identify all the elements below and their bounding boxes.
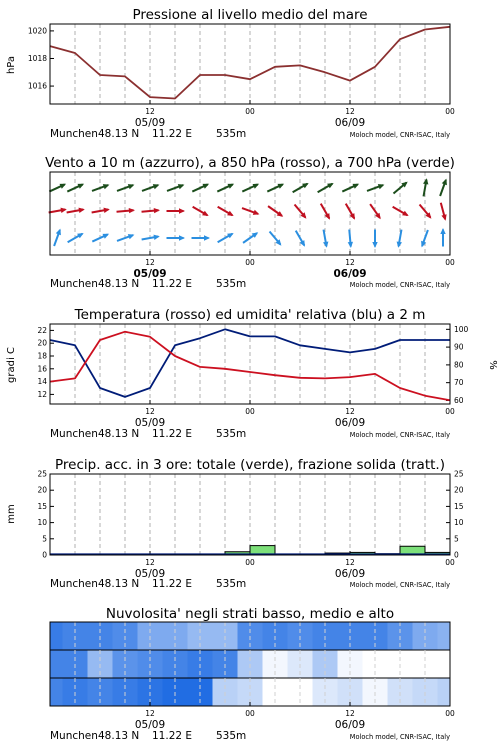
wind-arrowhead — [253, 210, 260, 215]
cloud-cell-medio — [438, 650, 451, 678]
pressure-title: Pressione al livello medio del mare — [132, 7, 368, 23]
x-tick-label: 00 — [445, 258, 455, 267]
precipitation-ylabel: mm — [6, 504, 17, 524]
wind-arrowhead — [56, 229, 61, 236]
humidity-ylabel: % — [487, 360, 498, 370]
wind-barb-700 — [167, 184, 184, 191]
wind-footer — [50, 278, 450, 290]
model-credit: Moloch model, CNR-ISAC, Italy — [349, 733, 450, 741]
wind-barb-700 — [342, 184, 359, 192]
wind-barb-700 — [67, 184, 84, 192]
model-credit: Moloch model, CNR-ISAC, Italy — [349, 131, 450, 139]
model-credit: Moloch model, CNR-ISAC, Italy — [349, 581, 450, 589]
y2-tick-label: 0 — [454, 550, 459, 560]
precipitation-panel — [6, 457, 464, 590]
y-tick-label: 16 — [37, 364, 47, 374]
pressure-ylabel: hPa — [6, 55, 17, 75]
date-label: 05/09 — [133, 268, 167, 280]
wind-arrowhead — [179, 235, 185, 240]
wind-arrowhead — [204, 235, 210, 240]
location-lon: 11.22 E — [152, 578, 193, 590]
wind-barb-10m — [167, 235, 186, 240]
x-tick-label: 00 — [445, 558, 455, 567]
y-tick-label: 14 — [37, 377, 47, 387]
x-tick-label: 00 — [245, 558, 255, 567]
location-name: Munchen — [50, 578, 98, 590]
location-name: Munchen — [50, 128, 98, 140]
wind-barb-10m — [142, 235, 160, 240]
date-label: 05/09 — [134, 568, 166, 580]
x-tick-label: 12 — [345, 107, 355, 116]
date-label: 06/09 — [334, 417, 366, 429]
wind-arrowhead — [441, 214, 446, 221]
wind-arrowhead — [129, 208, 135, 213]
location-lat: 48.13 N — [98, 278, 140, 290]
precipitation-plot — [50, 546, 450, 555]
wind-barb-700 — [293, 183, 309, 192]
wind-barb-850 — [441, 203, 447, 221]
location-lon: 11.22 E — [152, 278, 193, 290]
location-alt: 535m — [216, 128, 247, 140]
cloud-panel — [50, 606, 455, 742]
location-lat: 48.13 N — [98, 428, 140, 440]
wind-barb-10m — [92, 234, 109, 242]
cloud-cell-basso — [50, 678, 63, 706]
location-alt: 535m — [216, 428, 247, 440]
wind-barb-10m — [243, 232, 258, 243]
x-tick-label: 00 — [445, 407, 455, 416]
y2-tick-label: 15 — [454, 501, 464, 511]
cloud-footer — [50, 730, 450, 742]
wind-arrowhead — [178, 184, 185, 189]
x-tick-label: 12 — [345, 709, 355, 718]
wind-arrowhead — [154, 235, 160, 240]
x-tick-label: 12 — [345, 558, 355, 567]
y2-tick-label: 10 — [454, 518, 464, 528]
wind-barb-850 — [92, 208, 110, 213]
wind-arrowhead — [179, 208, 185, 213]
wind-arrowhead — [61, 208, 67, 213]
wind-barb-10m — [218, 233, 234, 242]
wind-barb-700 — [49, 184, 66, 192]
y-tick-label: 22 — [37, 325, 47, 335]
y-tick-label: 15 — [37, 501, 47, 511]
wind-barb-10m — [192, 235, 211, 240]
pressure-frame — [50, 24, 450, 104]
date-label: 05/09 — [134, 417, 166, 429]
y-tick-label: 10 — [37, 518, 47, 528]
y-tick-label: 0 — [42, 550, 47, 560]
wind-arrowhead — [323, 242, 328, 248]
wind-barb-700 — [117, 184, 134, 191]
pressure-panel — [6, 7, 455, 140]
y-tick-label: 20 — [37, 485, 47, 495]
precipitation-title: Precip. acc. in 3 ore: totale (verde), frazione solida (tratt.) — [55, 457, 445, 473]
x-tick-label: 00 — [245, 107, 255, 116]
model-credit: Moloch model, CNR-ISAC, Italy — [349, 431, 450, 439]
cloud-cell-basso — [438, 678, 451, 706]
cloud-cell-alto — [438, 622, 451, 650]
location-alt: 535m — [216, 278, 247, 290]
date-label: 06/09 — [334, 719, 366, 731]
temperature-y-axis — [37, 326, 54, 399]
date-label: 05/09 — [134, 719, 166, 731]
location-name: Munchen — [50, 278, 98, 290]
y2-tick-label: 80 — [454, 360, 464, 370]
wind-barb-10m — [372, 230, 377, 249]
wind-barb-850 — [142, 208, 160, 213]
pressure-footer — [50, 128, 450, 140]
wind-arrowhead — [397, 242, 402, 248]
wind-barb-850 — [49, 208, 67, 213]
precipitation-y-axis — [37, 470, 54, 560]
location-lon: 11.22 E — [152, 428, 193, 440]
wind-barb-850 — [393, 207, 409, 216]
y-tick-label: 20 — [37, 338, 47, 348]
location-lon: 11.22 E — [152, 128, 193, 140]
x-tick-label: 12 — [345, 258, 355, 267]
precipitation-y2-axis — [446, 470, 464, 560]
y2-tick-label: 60 — [454, 395, 464, 405]
y-tick-label: 1020 — [27, 26, 47, 36]
wind-barb-10m — [117, 234, 134, 241]
wind-barb-700 — [267, 184, 284, 192]
y-tick-label: 1018 — [27, 53, 47, 63]
wind-plot — [49, 178, 447, 248]
date-label: 06/09 — [333, 268, 367, 280]
wind-barb-850 — [167, 208, 186, 213]
wind-panel — [45, 155, 455, 290]
location-alt: 535m — [216, 730, 247, 742]
wind-barb-10m — [54, 229, 61, 246]
precipitation-frame — [50, 474, 450, 555]
wind-barb-850 — [193, 207, 209, 216]
wind-title: Vento a 10 m (azzurro), a 850 hPa (rosso), a 700 hPa (verde) — [45, 155, 455, 171]
y2-tick-label: 90 — [454, 342, 464, 352]
y2-tick-label: 70 — [454, 378, 464, 388]
y-tick-label: 1016 — [27, 81, 47, 91]
wind-barb-700 — [367, 184, 384, 191]
wind-arrowhead — [103, 184, 110, 189]
date-label: 06/09 — [334, 117, 366, 129]
y-tick-label: 18 — [37, 351, 47, 361]
y2-tick-label: 100 — [454, 324, 469, 334]
wind-barb-700 — [92, 184, 109, 191]
x-tick-label: 00 — [445, 107, 455, 116]
wind-arrowhead — [348, 242, 353, 248]
x-tick-label: 12 — [145, 258, 155, 267]
x-tick-label: 12 — [145, 709, 155, 718]
wind-arrowhead — [153, 184, 160, 189]
wind-barb-10m — [440, 228, 445, 247]
y-tick-label: 25 — [37, 469, 47, 479]
wind-arrowhead — [104, 208, 110, 213]
model-credit: Moloch model, CNR-ISAC, Italy — [349, 281, 450, 289]
x-tick-label: 00 — [245, 709, 255, 718]
wind-arrowhead — [128, 184, 135, 189]
y-tick-label: 5 — [42, 534, 47, 544]
temperature-ylabel: gradi C — [6, 347, 17, 383]
x-tick-label: 00 — [245, 258, 255, 267]
wind-barb-850 — [67, 208, 85, 213]
precipitation-grid — [75, 474, 425, 555]
cloud-title: Nuvolosita' negli strati basso, medio e alto — [105, 606, 395, 622]
x-tick-label: 00 — [445, 709, 455, 718]
location-lon: 11.22 E — [152, 730, 193, 742]
location-name: Munchen — [50, 730, 98, 742]
precipitation-footer — [50, 578, 450, 590]
wind-barb-10m — [397, 230, 402, 248]
y-tick-label: 12 — [37, 389, 47, 399]
wind-barb-850 — [117, 208, 135, 213]
wind-barb-700 — [318, 183, 334, 192]
wind-arrowhead — [440, 228, 445, 234]
wind-arrowhead — [423, 178, 428, 184]
date-label: 05/09 — [134, 117, 166, 129]
temperature-title: Temperatura (rosso) ed umidita' relativa (blu) a 2 m — [74, 307, 426, 323]
wind-barb-10m — [68, 233, 84, 242]
wind-barb-700 — [217, 184, 234, 192]
wind-arrowhead — [378, 184, 385, 189]
humidity-y-axis — [446, 325, 469, 405]
wind-barb-700 — [142, 184, 159, 191]
wind-barb-700 — [192, 184, 209, 192]
wind-arrowhead — [442, 179, 447, 186]
date-label: 06/09 — [334, 568, 366, 580]
y2-tick-label: 25 — [454, 469, 464, 479]
wind-barb-10m — [323, 230, 328, 248]
wind-barb-10m — [348, 230, 353, 248]
temperature-panel — [6, 307, 498, 440]
wind-arrowhead — [372, 242, 377, 248]
wind-arrowhead — [79, 208, 85, 213]
wind-barb-850 — [268, 206, 283, 217]
wind-barb-850 — [242, 208, 259, 215]
cloud-cell-alto — [50, 622, 63, 650]
wind-barb-700 — [242, 184, 259, 192]
location-alt: 535m — [216, 578, 247, 590]
wind-barb-850 — [218, 207, 234, 216]
y2-tick-label: 20 — [454, 485, 464, 495]
wind-arrowhead — [128, 234, 135, 239]
cloud-cell-medio — [50, 650, 63, 678]
wind-grid — [75, 172, 425, 255]
x-tick-label: 12 — [345, 407, 355, 416]
x-tick-label: 12 — [145, 558, 155, 567]
temperature-footer — [50, 428, 450, 440]
x-tick-label: 00 — [245, 407, 255, 416]
location-name: Munchen — [50, 428, 98, 440]
wind-barb-700 — [440, 179, 447, 196]
y2-tick-label: 5 — [454, 534, 459, 544]
wind-barb-700 — [423, 178, 428, 196]
pressure-grid — [75, 24, 425, 104]
x-tick-label: 12 — [145, 107, 155, 116]
x-tick-label: 12 — [145, 407, 155, 416]
wind-arrowhead — [154, 208, 160, 213]
wind-barb-700 — [393, 182, 407, 194]
location-lat: 48.13 N — [98, 128, 140, 140]
location-lat: 48.13 N — [98, 730, 140, 742]
location-lat: 48.13 N — [98, 578, 140, 590]
